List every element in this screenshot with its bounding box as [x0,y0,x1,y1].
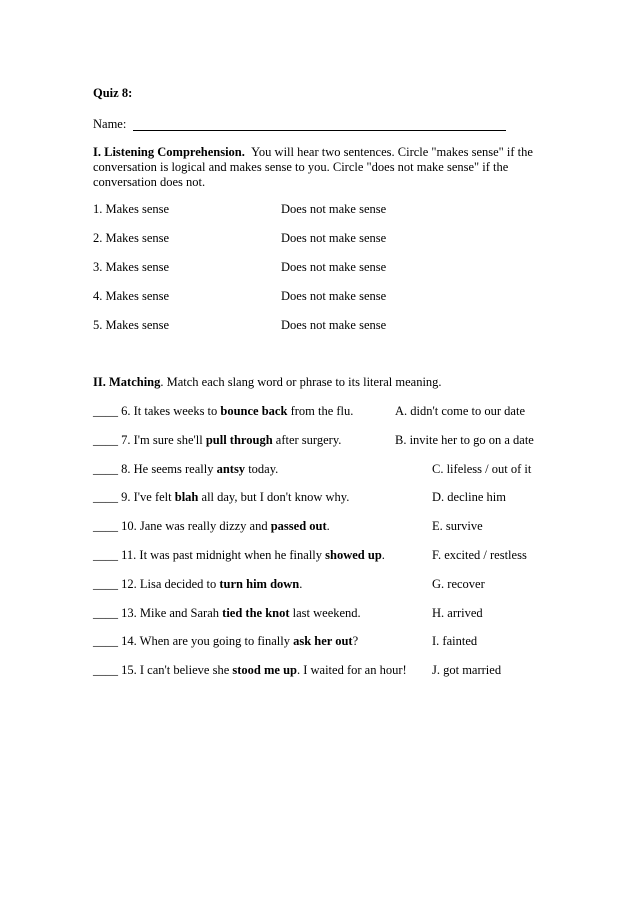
matching-row [93,577,302,592]
answer-blank[interactable]: ____ [93,606,118,620]
slang-phrase: turn him down [219,577,300,591]
slang-phrase: stood me up [232,663,297,677]
sentence-text: 12. Lisa decided to [121,577,220,591]
section2-heading: II. Matching [93,375,161,389]
sentence-text: 7. I'm sure she'll [121,433,206,447]
slang-phrase: tied the knot [222,606,290,620]
item-1-not-sense[interactable]: Does not make sense [281,202,387,216]
answer-blank[interactable]: ____ [93,663,118,677]
matching-row [93,404,353,419]
meaning-option: H. arrived [432,606,483,620]
matching-row [93,519,330,534]
section1-instructions-text: You will hear two sentences. Circle "makes sense" if the conversation is logical and makes sense to you. Circle "does not make sense" if the conversation does not. [93,145,533,189]
item-3-not-sense[interactable]: Does not make sense [281,260,387,274]
sentence-text-end: last weekend. [289,606,361,620]
meaning-option: D. decline him [432,490,506,504]
answer-blank[interactable]: ____ [93,519,118,533]
matching-row [93,433,341,448]
quiz-title: Quiz 8: [93,86,133,100]
meaning-option: I. fainted [432,634,478,648]
item-4-makes-sense[interactable]: 4. Makes sense [93,289,170,303]
sentence-text-end: today. [245,462,279,476]
sentence-text: 9. I've felt [121,490,175,504]
section1-instructions [93,145,543,190]
matching-row [93,663,407,678]
answer-blank[interactable]: ____ [93,433,118,447]
matching-row [93,634,358,649]
answer-blank[interactable]: ____ [93,577,118,591]
slang-phrase: blah [174,490,199,504]
item-1-makes-sense[interactable]: 1. Makes sense [93,202,170,216]
sentence-text-end: . [299,577,303,591]
sentence-text: 15. I can't believe she [121,663,233,677]
meaning-option: G. recover [432,577,485,591]
section2-instructions [93,375,442,390]
answer-blank[interactable]: ____ [93,634,118,648]
sentence-text: 14. When are you going to finally [121,634,294,648]
meaning-option: A. didn't come to our date [395,404,525,418]
item-5-not-sense[interactable]: Does not make sense [281,318,387,332]
slang-phrase: antsy [216,462,246,476]
answer-blank[interactable]: ____ [93,462,118,476]
meaning-option: J. got married [432,663,502,677]
answer-blank[interactable]: ____ [93,490,118,504]
slang-phrase: ask her out [293,634,353,648]
answer-blank[interactable]: ____ [93,548,118,562]
meaning-option: C. lifeless / out of it [432,462,532,476]
matching-row [93,490,349,505]
sentence-text-end: . I waited for an hour! [296,663,407,677]
name-label: Name: [93,117,127,131]
meaning-option: E. survive [432,519,483,533]
matching-row [93,606,361,621]
matching-row [93,548,385,563]
sentence-text-end: all day, but I don't know why. [198,490,350,504]
sentence-text: 10. Jane was really dizzy and [121,519,271,533]
sentence-text: 11. It was past midnight when he finally [121,548,326,562]
slang-phrase: showed up [325,548,382,562]
item-5-makes-sense[interactable]: 5. Makes sense [93,318,170,332]
meaning-option: B. invite her to go on a date [395,433,534,447]
slang-phrase: bounce back [220,404,288,418]
sentence-text: 6. It takes weeks to [121,404,221,418]
slang-phrase: pull through [205,433,273,447]
meaning-option: F. excited / restless [432,548,527,562]
sentence-text-end: from the flu. [287,404,354,418]
sentence-text: 13. Mike and Sarah [121,606,223,620]
sentence-text-end: after surgery. [272,433,342,447]
sentence-text-end: . [381,548,385,562]
sentence-text: 8. He seems really [121,462,217,476]
sentence-text-end: . [326,519,330,533]
sentence-text-end: ? [352,634,359,648]
item-2-not-sense[interactable]: Does not make sense [281,231,387,245]
section2-instructions-text: . Match each slang word or phrase to its literal meaning. [160,375,442,389]
answer-blank[interactable]: ____ [93,404,118,418]
item-4-not-sense[interactable]: Does not make sense [281,289,387,303]
slang-phrase: passed out [270,519,327,533]
item-2-makes-sense[interactable]: 2. Makes sense [93,231,170,245]
item-3-makes-sense[interactable]: 3. Makes sense [93,260,170,274]
matching-row [93,462,278,477]
name-field[interactable] [133,118,506,131]
section1-heading: I. Listening Comprehension. [93,145,245,159]
